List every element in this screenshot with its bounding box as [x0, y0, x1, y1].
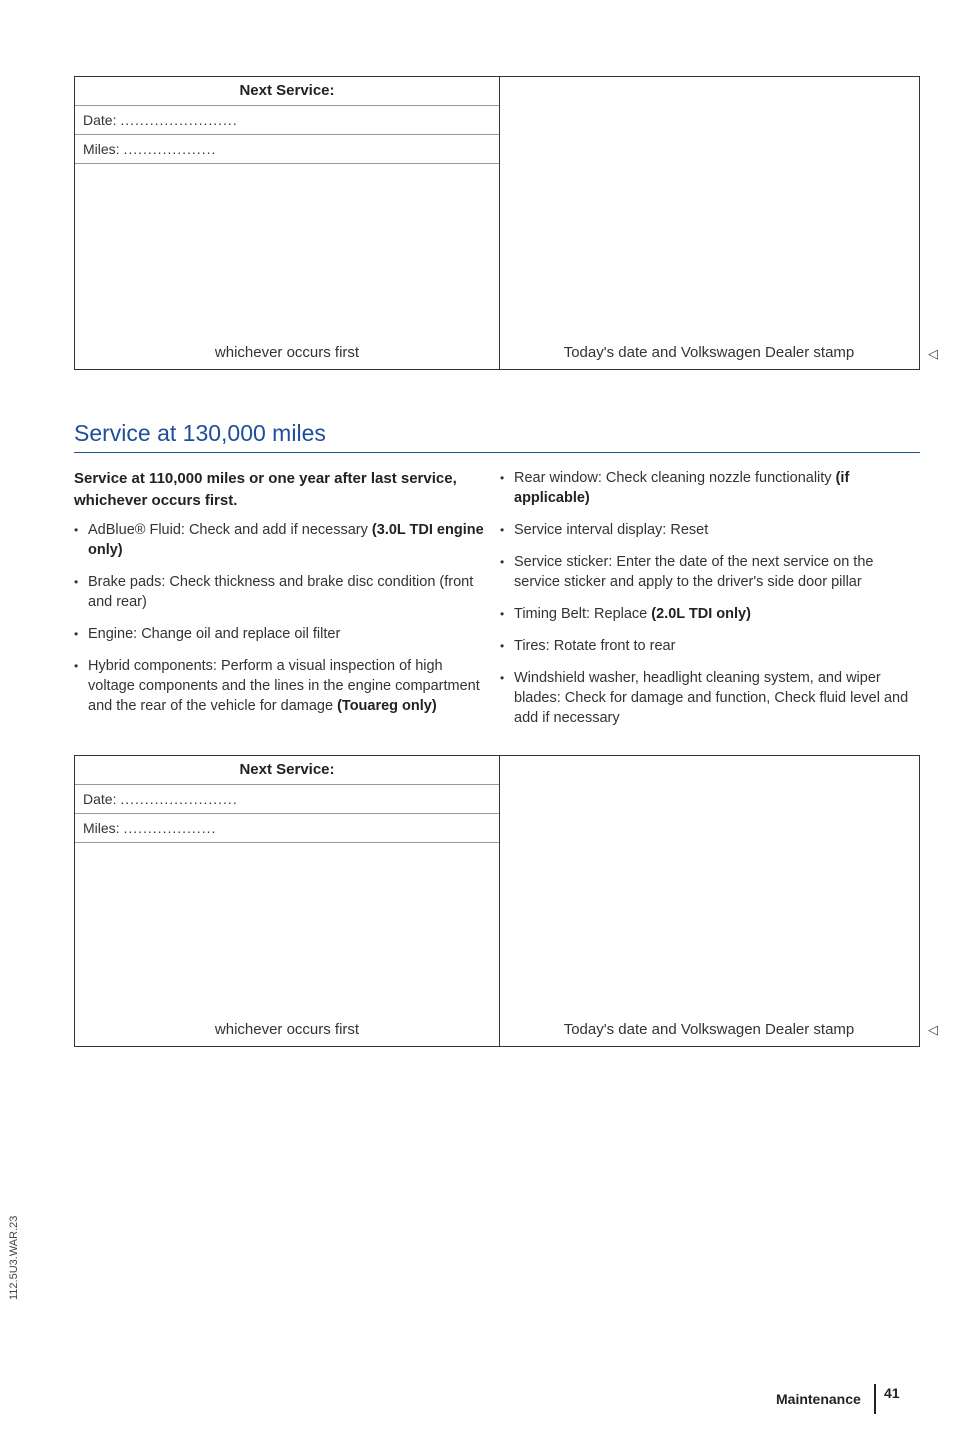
miles-label: Miles:: [83, 141, 120, 157]
miles-label: Miles:: [83, 820, 120, 836]
whichever-occurs-note: whichever occurs first: [214, 1021, 360, 1038]
list-item: • Engine: Change oil and replace oil filter: [74, 624, 484, 644]
right-checklist: [500, 468, 910, 740]
list-item: • Tires: Rotate front to rear: [500, 636, 910, 656]
list-item: • Timing Belt: Replace (2.0L TDI only): [500, 604, 910, 624]
list-item: • Brake pads: Check thickness and brake disc condition (front and rear): [74, 572, 484, 612]
back-arrow-icon[interactable]: ◁: [928, 1022, 938, 1037]
list-item: • Service interval display: Reset: [500, 520, 910, 540]
left-checklist: [74, 520, 484, 728]
list-item: • AdBlue® Fluid: Check and add if necessary (3.0L TDI engine only): [74, 520, 484, 560]
footer-section-label: Maintenance: [776, 1391, 861, 1407]
section-divider: [74, 452, 920, 453]
page-number: 41: [884, 1385, 900, 1401]
date-dots: ........................: [120, 791, 238, 807]
back-arrow-icon[interactable]: ◁: [928, 346, 938, 361]
section-title: Service at 130,000 miles: [74, 420, 326, 446]
document-code: 112.5U3.WAR.23: [8, 1215, 20, 1300]
dealer-stamp-label: Today's date and Volkswagen Dealer stamp: [563, 344, 855, 361]
footer-divider: [874, 1384, 876, 1414]
service-record-box-2: [74, 755, 920, 1047]
miles-field[interactable]: [75, 814, 499, 843]
miles-dots: ...................: [123, 141, 217, 157]
next-service-panel: [75, 756, 500, 1046]
list-item: • Service sticker: Enter the date of the next service on the service sticker and apply to the driver's side door pillar: [500, 552, 910, 592]
date-label: Date:: [83, 112, 117, 128]
whichever-occurs-note: whichever occurs first: [214, 344, 360, 361]
section-intro: Service at 110,000 miles or one year after last service, whichever occurs first.: [74, 470, 457, 509]
next-service-panel: [75, 77, 500, 369]
miles-field[interactable]: [75, 135, 499, 164]
next-service-header: Next Service:: [75, 77, 499, 106]
date-label: Date:: [83, 791, 117, 807]
list-item: • Rear window: Check cleaning nozzle functionality (if applicable): [500, 468, 910, 508]
service-record-box-1: [74, 76, 920, 370]
date-field[interactable]: [75, 106, 499, 135]
list-item: • Hybrid components: Perform a visual inspection of high voltage components and the lines in the engine compartment and the rear of the vehicle for damage (Touareg only): [74, 656, 484, 716]
date-field[interactable]: [75, 785, 499, 814]
dealer-stamp-label: Today's date and Volkswagen Dealer stamp: [563, 1021, 855, 1038]
next-service-header: Next Service:: [75, 756, 499, 785]
list-item: • Windshield washer, headlight cleaning system, and wiper blades: Check for damage and function, Check fluid level and add if necessary: [500, 668, 910, 728]
miles-dots: ...................: [123, 820, 217, 836]
date-dots: ........................: [120, 112, 238, 128]
